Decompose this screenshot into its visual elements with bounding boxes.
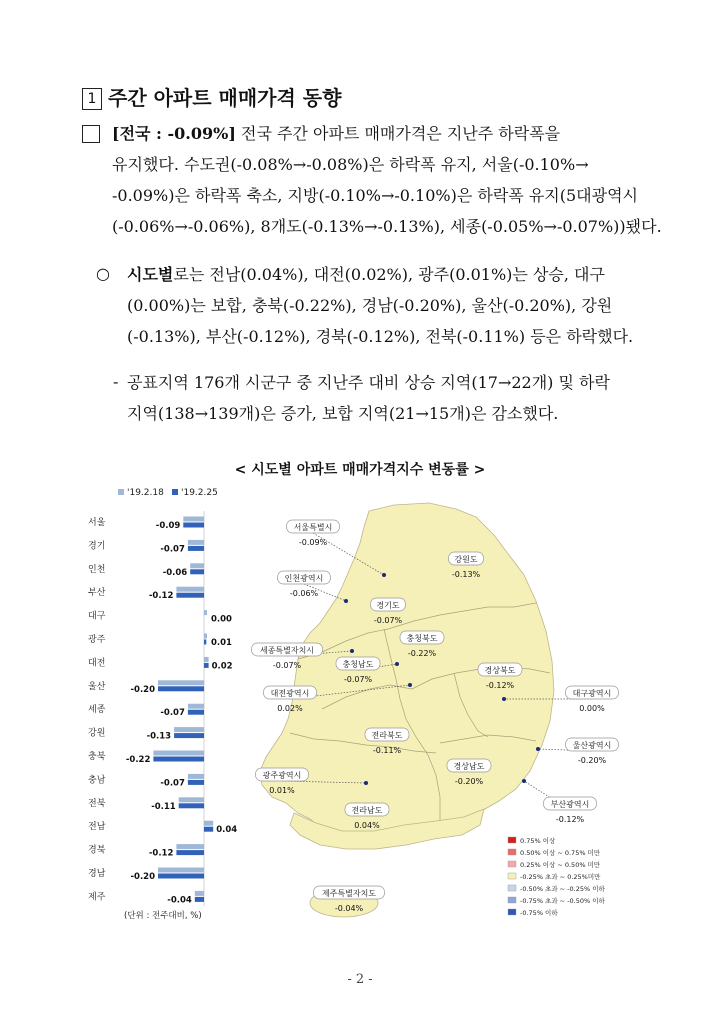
para3-line-0: 공표지역 176개 시군구 중 지난주 대비 상승 지역(17→22개) 및 하락 <box>127 373 610 392</box>
bar-series-1 <box>174 727 204 732</box>
callout-region-value: -0.20% <box>454 777 484 786</box>
callout-region-value: -0.04% <box>334 904 364 913</box>
bar-series-1 <box>188 704 204 709</box>
callout-region-name: 충청남도 <box>342 660 374 669</box>
bar-series-1 <box>179 797 204 802</box>
category-label: 대전 <box>88 658 106 669</box>
regions-label: 시도별 <box>127 265 174 284</box>
callout-region-value: -0.07% <box>343 675 373 684</box>
bar-value-label: -0.07 <box>160 544 185 555</box>
bar-value-label: -0.12 <box>148 591 174 602</box>
callout-region-name: 광주광역시 <box>262 771 302 780</box>
callout-region-value: -0.07% <box>373 616 403 625</box>
chart-unit-note: (단위 : 전주대비, %) <box>124 911 202 921</box>
category-label: 세종 <box>88 705 106 716</box>
bar-series-1 <box>188 774 204 779</box>
callout-region-name: 부산광역시 <box>550 800 590 809</box>
callout-region-value: -0.11% <box>372 746 402 755</box>
category-label: 전북 <box>88 798 106 809</box>
national-label: [전국 : -0.09%] <box>112 124 236 143</box>
bar-series-1 <box>204 610 207 615</box>
legend-color-swatch <box>508 861 516 867</box>
category-label: 경북 <box>88 845 106 856</box>
category-label: 울산 <box>88 681 106 692</box>
bar-series-1 <box>204 821 213 826</box>
para1-line-0: 전국 주간 아파트 매매가격은 지난주 하락폭을 <box>235 124 561 143</box>
callout-region-value: -0.07% <box>272 661 302 670</box>
legend-color-swatch <box>508 849 516 855</box>
bar-value-label: -0.04 <box>167 895 192 906</box>
category-label: 서울 <box>88 518 106 528</box>
callout-region-value: -0.22% <box>407 649 437 658</box>
map-callout <box>522 779 597 824</box>
bar-value-label: -0.11 <box>151 801 176 812</box>
callout-region-name: 제주특별자치도 <box>321 889 377 898</box>
korea-map <box>252 503 619 917</box>
bar-value-label: -0.06 <box>162 567 188 578</box>
category-label: 인천 <box>88 564 106 575</box>
bar-series-2 <box>158 874 204 879</box>
category-label: 제주 <box>88 892 106 903</box>
bar-series-1 <box>190 563 204 568</box>
bar-series-2 <box>174 733 204 738</box>
callout-region-name: 서울특별시 <box>293 523 333 532</box>
paragraph-districts <box>127 367 610 429</box>
legend-label-series-2: '19.2.25 <box>181 488 218 498</box>
bar-series-2 <box>188 780 204 785</box>
paragraph-regions <box>127 259 633 352</box>
bar-series-2 <box>195 897 204 902</box>
bar-series-1 <box>158 868 204 873</box>
legend-swatch-series-2 <box>172 489 178 495</box>
callout-region-name: 인천광역시 <box>284 574 324 583</box>
category-label: 충남 <box>88 775 106 786</box>
callout-region-value: -0.09% <box>298 538 328 547</box>
legend-range-label: -0.50% 초과 ~ -0.25% 이하 <box>520 885 605 893</box>
section-title: 주간 아파트 매매가격 동향 <box>108 86 342 110</box>
region-dot <box>364 781 368 785</box>
callout-region-name: 충청북도 <box>406 634 438 643</box>
category-label: 충북 <box>88 752 106 762</box>
bar-value-label: -0.07 <box>160 778 185 789</box>
para2-line-1: (0.00%)는 보합, 충북(-0.22%), 경남(-0.20%), 울산(-0.20%), 강원 <box>127 296 613 315</box>
map-callout <box>536 738 619 765</box>
bar-series-2 <box>204 640 206 645</box>
bar-series-2 <box>204 663 209 668</box>
category-label: 경기 <box>88 541 106 552</box>
legend-range-label: 0.75% 이상 <box>520 837 556 845</box>
callout-region-value: -0.13% <box>451 570 481 579</box>
para1-line-2: -0.09%)은 하락폭 축소, 지방(-0.10%→-0.10%)은 하락폭 유지(5대광역시 <box>112 186 638 205</box>
region-dot <box>408 683 412 687</box>
callout-region-name: 세종특별자치시 <box>259 646 315 655</box>
region-dot <box>536 747 540 751</box>
bar-series-1 <box>158 680 204 685</box>
bar-value-label: -0.07 <box>160 708 185 719</box>
dash-bullet-icon: - <box>113 372 119 391</box>
legend-color-swatch <box>508 837 516 843</box>
legend-range-label: 0.25% 이상 ~ 0.50% 미만 <box>520 861 601 869</box>
category-label: 전남 <box>88 822 106 833</box>
category-label: 부산 <box>88 588 106 599</box>
callout-region-value: 0.01% <box>269 786 295 795</box>
callout-region-value: -0.20% <box>577 756 607 765</box>
bar-value-label: 0.02 <box>211 661 233 672</box>
bar-series-2 <box>179 803 204 808</box>
bar-series-1 <box>188 540 204 545</box>
legend-range-label: -0.75% 초과 ~ -0.50% 이하 <box>520 897 605 905</box>
bar-value-label: -0.09 <box>155 521 181 531</box>
bar-value-label: -0.20 <box>130 684 155 695</box>
callout-region-name: 경상남도 <box>453 762 485 771</box>
region-dot <box>502 697 506 701</box>
bar-series-1 <box>176 587 204 592</box>
section-heading <box>82 82 341 111</box>
bar-series-1 <box>195 891 204 896</box>
region-dot <box>395 662 399 666</box>
category-label: 경남 <box>88 869 106 879</box>
chart-legend <box>118 488 218 498</box>
callout-region-name: 대전광역시 <box>270 689 310 698</box>
para3-line-1: 지역(138→139개)은 증가, 보합 지역(21→15개)은 감소했다. <box>127 404 559 423</box>
category-label: 강원 <box>88 728 106 739</box>
callout-region-value: -0.12% <box>555 815 585 824</box>
legend-range-label: 0.50% 이상 ~ 0.75% 미만 <box>520 849 601 857</box>
bar-value-label: -0.20 <box>130 872 155 882</box>
bar-series-1 <box>204 634 207 639</box>
figure <box>84 483 634 938</box>
legend-range-label: -0.25% 초과 ~ 0.25%미만 <box>520 873 601 881</box>
legend-range-label: -0.75% 이하 <box>520 909 558 917</box>
section-number: 1 <box>82 88 102 110</box>
callout-region-value: -0.06% <box>289 589 319 598</box>
legend-color-swatch <box>508 873 516 879</box>
region-dot <box>382 573 386 577</box>
para1-line-3: (-0.06%→-0.06%), 8개도(-0.13%→-0.13%), 세종(-0.05%→-0.07%))됐다. <box>112 217 662 236</box>
bar-series-2 <box>204 827 213 832</box>
bar-value-label: 0.01 <box>211 638 232 648</box>
map-legend <box>508 836 606 917</box>
callout-region-name: 전라북도 <box>371 731 403 740</box>
category-label: 광주 <box>88 635 106 645</box>
paragraph-national <box>112 118 662 242</box>
bar-series-2 <box>153 757 204 762</box>
callout-region-value: -0.12% <box>485 681 515 690</box>
bar-series-1 <box>176 844 204 849</box>
bar-series-2 <box>176 593 204 598</box>
legend-swatch-series-1 <box>118 489 124 495</box>
bar-value-label: -0.13 <box>146 731 172 742</box>
bar-series-2 <box>188 546 204 551</box>
bar-series-2 <box>158 686 204 691</box>
bar-chart <box>88 488 237 921</box>
bar-value-label: 0.04 <box>216 825 238 836</box>
bar-series-1 <box>204 657 209 662</box>
callout-region-value: 0.04% <box>354 821 380 830</box>
bar-series-1 <box>153 751 204 756</box>
bar-value-label: -0.22 <box>125 755 151 765</box>
region-dot <box>522 779 526 783</box>
callout-region-value: 0.00% <box>579 704 605 713</box>
bar-series-2 <box>188 710 204 715</box>
callout-region-name: 경상북도 <box>484 666 516 675</box>
category-label: 대구 <box>88 611 106 622</box>
page-number: - 2 - <box>347 972 373 987</box>
square-bullet-icon <box>82 125 100 143</box>
bar-series-2 <box>183 523 204 528</box>
region-dot <box>350 649 354 653</box>
circle-bullet-icon: ○ <box>96 264 110 283</box>
bar-series-1 <box>183 517 204 522</box>
callout-region-name: 전라남도 <box>351 806 383 815</box>
bar-series-2 <box>190 569 204 574</box>
callout-region-name: 울산광역시 <box>572 741 612 750</box>
bar-series-2 <box>176 850 204 855</box>
callout-region-name: 대구광역시 <box>572 689 612 698</box>
figure-title: < 시도별 아파트 매매가격지수 변동률 > <box>234 462 486 478</box>
legend-color-swatch <box>508 885 516 891</box>
callout-region-value: 0.02% <box>277 704 303 713</box>
legend-label-series-1: '19.2.18 <box>127 488 164 498</box>
para2-line-2: (-0.13%), 부산(-0.12%), 경북(-0.12%), 전북(-0.11%) 등은 하락했다. <box>127 327 634 346</box>
callout-region-name: 강원도 <box>454 555 478 564</box>
legend-color-swatch <box>508 909 516 915</box>
para2-line-0: 로는 전남(0.04%), 대전(0.02%), 광주(0.01%)는 상승, 대구 <box>173 265 605 284</box>
region-dot <box>344 599 348 603</box>
callout-region-name: 경기도 <box>376 601 400 610</box>
legend-color-swatch <box>508 897 516 903</box>
para1-line-1: 유지했다. 수도권(-0.08%→-0.08%)은 하락폭 유지, 서울(-0.10%→ <box>112 155 589 174</box>
bar-value-label: 0.00 <box>211 614 232 625</box>
bar-value-label: -0.12 <box>148 848 174 859</box>
